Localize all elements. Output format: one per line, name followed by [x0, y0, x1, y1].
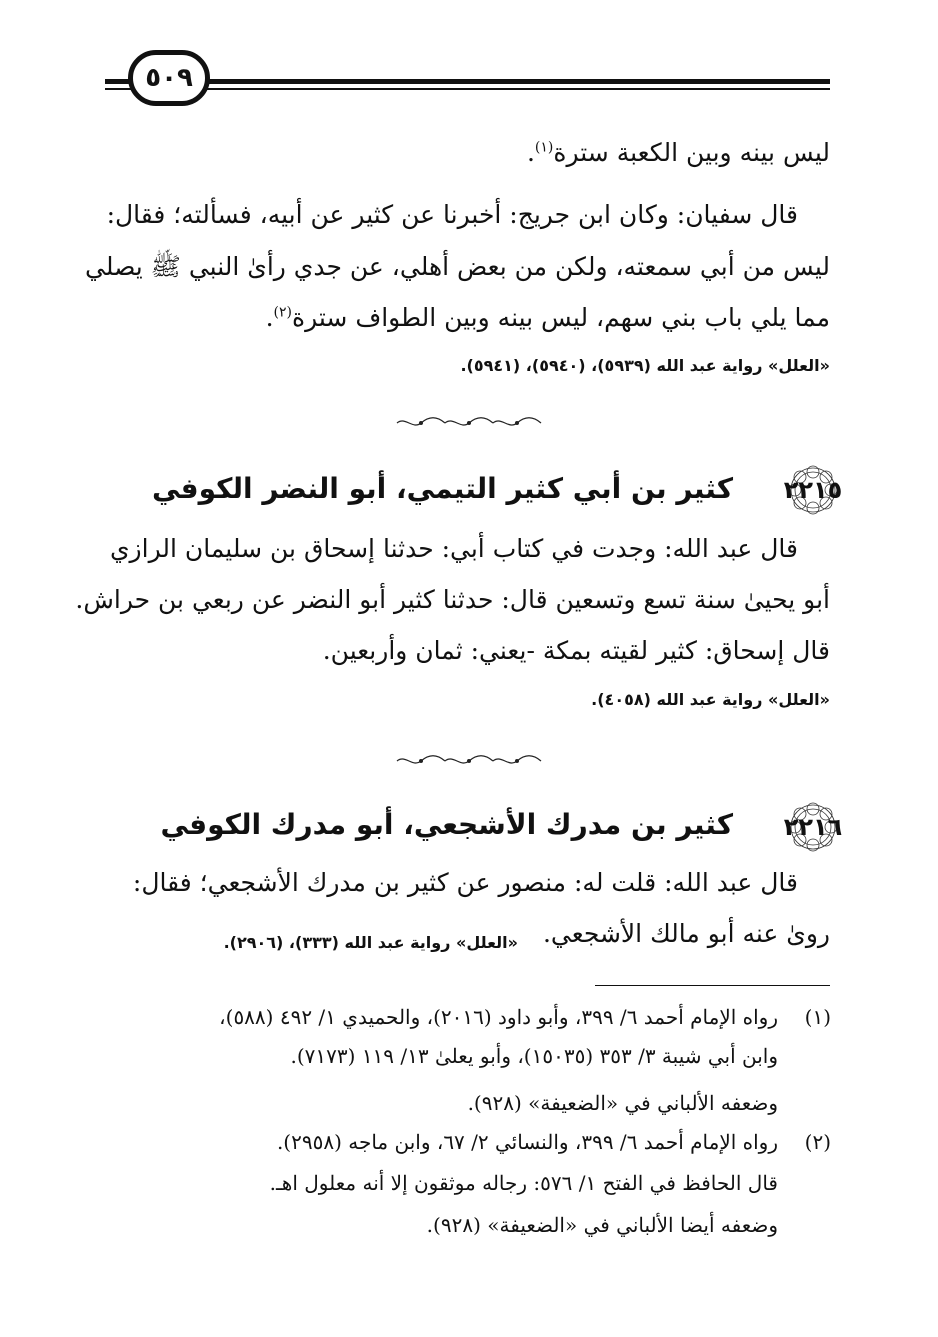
text-line: ليس من أبي سمعته، ولكن من بعض أهلي، عن جدي رأىٰ النبي ﷺ يصلي — [84, 252, 830, 281]
footnote-number: (٢) — [804, 1130, 831, 1154]
footnote-line: رواه الإمام أحمد ٦/ ٣٩٩، وأبو داود (٢٠١٦)، والحميدي ١/ ٤٩٢ (٥٨٨)، — [219, 1005, 778, 1029]
text-line: روىٰ عنه أبو مالك الأشجعي. — [542, 919, 830, 948]
text-line: قال سفيان: وكان ابن جريج: أخبرنا عن كثير عن أبيه، فسألته؛ فقال: — [106, 200, 798, 229]
entry-number-badge — [783, 801, 843, 853]
text-segment: ليس بينه وبين الكعبة سترة — [553, 138, 830, 167]
ornament-divider — [395, 416, 543, 430]
footnote-ref: (٢) — [273, 304, 292, 321]
entry-number: ٢٢١٥ — [783, 476, 843, 504]
text-segment: . — [265, 303, 274, 332]
entry-title: كثير بن أبي كثير التيمي، أبو النضر الكوفي — [151, 472, 733, 505]
footnote-line: قال الحافظ في الفتح ١/ ٥٧٦: رجاله موثقون إلا أنه معلول اهـ. — [269, 1171, 778, 1195]
footnote-separator — [595, 985, 830, 986]
text-line — [100, 138, 830, 168]
entry-number: ٢٢١٦ — [783, 813, 843, 841]
footnote-line: وابن أبي شيبة ٣/ ٣٥٣ (١٥٠٣٥)، وأبو يعلىٰ ١٣/ ١١٩ (٧١٧٣). — [290, 1044, 778, 1068]
footnote-line: وضعفه أيضا الألباني في «الضعيفة» (٩٢٨). — [426, 1213, 778, 1237]
text-line: أبو يحيىٰ سنة تسع وتسعين قال: حدثنا كثير أبو النضر عن ربعي بن حراش. — [75, 585, 830, 614]
entry-title: كثير بن مدرك الأشجعي، أبو مدرك الكوفي — [160, 808, 733, 841]
footnote-line: رواه الإمام أحمد ٦/ ٣٩٩، والنسائي ٢/ ٦٧، وابن ماجه (٢٩٥٨). — [276, 1130, 778, 1154]
page-number: ٥٠٩ — [128, 50, 210, 106]
footnote-ref: (١) — [534, 139, 554, 156]
source-citation: «العلل» رواية عبد الله (٥٩٣٩)، (٥٩٤٠)، (٥٩٤١). — [460, 356, 830, 375]
text-line: قال عبد الله: قلت له: منصور عن كثير بن مدرك الأشجعي؛ فقال: — [132, 868, 798, 897]
header-rule-thick — [105, 79, 830, 84]
footnote-line: وضعفه الألباني في «الضعيفة» (٩٢٨). — [467, 1091, 778, 1115]
text-segment: مما يلي باب بني سهم، ليس بينه وبين الطواف سترة — [291, 303, 830, 332]
text-line: قال إسحاق: كثير لقيته بمكة -يعني: ثمان وأربعين. — [322, 636, 830, 665]
text-line: قال عبد الله: وجدت في كتاب أبي: حدثنا إسحاق بن سليمان الرازي — [109, 534, 798, 563]
entry-number-badge — [783, 464, 843, 516]
footnote-number: (١) — [804, 1005, 831, 1029]
source-citation: «العلل» رواية عبد الله (٤٠٥٨). — [591, 690, 830, 709]
ornament-divider — [395, 754, 543, 768]
text-segment: . — [526, 138, 535, 167]
source-citation: «العلل» رواية عبد الله (٣٣٣)، (٢٩٠٦). — [223, 933, 518, 952]
header-rule-thin — [105, 88, 830, 90]
text-line — [100, 303, 830, 333]
